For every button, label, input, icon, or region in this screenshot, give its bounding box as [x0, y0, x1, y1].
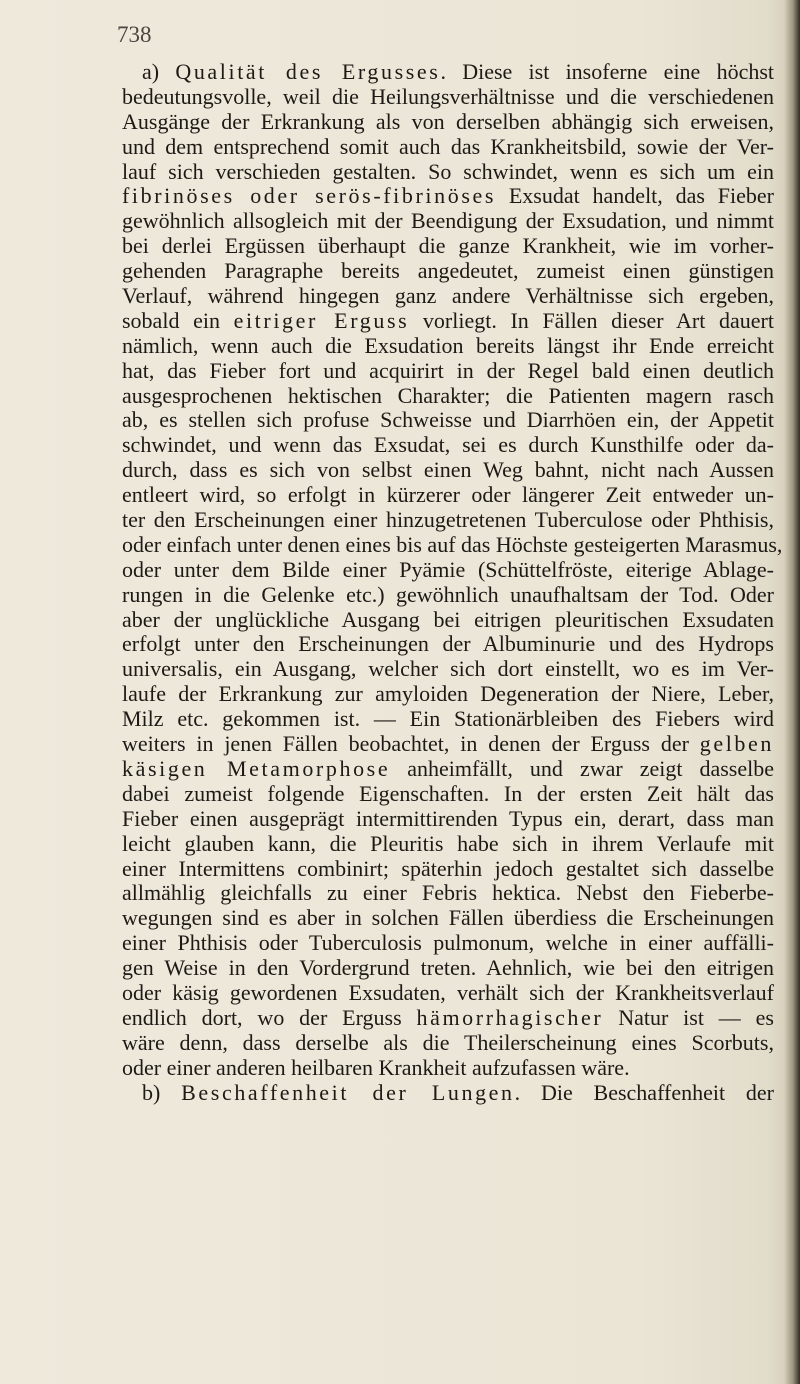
text-line: [122, 782, 774, 807]
text-run: und dem entsprechend somit auch das Krankheitsbild, sowie der Ver-: [122, 133, 774, 159]
text-run: schwindet, und wenn das Exsudat, sei es durch Kunsthilfe oder da-: [122, 432, 774, 458]
text-line: [122, 906, 774, 931]
page-edge-shadow: [784, 0, 800, 1384]
text-run: Natur ist — es: [603, 1004, 774, 1030]
text-run: Verlauf, während hingegen ganz andere Verhältnisse sich ergeben,: [122, 283, 774, 309]
text-run: b): [142, 1079, 182, 1105]
text-run: dabei zumeist folgende Eigenschaften. In der ersten Zeit hält das: [122, 780, 774, 806]
text-line: [122, 608, 774, 633]
text-run: allmählig gleichfalls zu einer Febris hektica. Nebst den Fieberbe-: [122, 880, 774, 906]
text-line: [122, 458, 774, 483]
text-run: oder einer anderen heilbaren Krankheit aufzufassen wäre.: [122, 1054, 630, 1080]
text-line: [122, 110, 774, 135]
text-line: [122, 334, 774, 359]
text-line: [122, 284, 774, 309]
text-line: [122, 359, 774, 384]
text-run: gehenden Paragraphe bereits angedeutet, zumeist einen günstigen: [122, 258, 774, 284]
spaced-emphasis: käsigen Metamorphose: [122, 755, 391, 781]
text-run: rungen in die Gelenke etc.) gewöhnlich unaufhaltsam der Tod. Oder: [122, 581, 774, 607]
text-line: [122, 135, 774, 160]
text-line: [122, 707, 774, 732]
text-run: erfolgt unter den Erscheinungen der Albuminurie und des Hydrops: [122, 631, 774, 657]
text-run: ab, es stellen sich profuse Schweisse und Diarrhöen ein, der Appetit: [122, 407, 774, 433]
text-line: [122, 857, 774, 882]
text-line: [122, 309, 774, 334]
spaced-emphasis: Beschaffenheit der Lungen: [181, 1079, 515, 1105]
text-run: gen Weise in den Vordergrund treten. Aehnlich, wie bei den eitrigen: [122, 955, 774, 981]
text-line: [122, 259, 774, 284]
text-line: [122, 508, 774, 533]
text-line: [122, 732, 774, 757]
text-line: [122, 682, 774, 707]
text-run: einer Phthisis oder Tuberculosis pulmonum, welche in einer auffälli-: [122, 930, 774, 956]
text-line: [122, 531, 783, 558]
text-line: [122, 832, 774, 857]
text-run: entleert wird, so erfolgt in kürzerer oder längerer Zeit entweder un-: [122, 482, 774, 508]
text-run: endlich dort, wo der Erguss: [122, 1004, 417, 1030]
text-line: [122, 60, 774, 85]
text-run: bedeutungsvolle, weil die Heilungsverhältnisse und die verschiedenen: [122, 83, 774, 109]
text-line: [122, 981, 774, 1006]
text-line: [122, 657, 774, 682]
text-line: [122, 433, 774, 458]
text-run: bei derlei Ergüssen überhaupt die ganze Krankheit, wie im vorher-: [122, 233, 774, 259]
text-run: wäre denn, dass derselbe als die Theilerscheinung eines Scorbuts,: [122, 1029, 774, 1055]
spaced-emphasis: fibrinöses oder serös-fibrinöses: [122, 183, 497, 209]
text-line: [122, 583, 774, 608]
text-run: oder käsig gewordenen Exsudaten, verhält sich der Krankheitsverlauf: [122, 979, 774, 1005]
text-run: oder unter dem Bilde einer Pyämie (Schüttelfröste, eiterige Ablage-: [122, 556, 774, 582]
text-line: [122, 956, 774, 981]
text-run: a): [142, 59, 176, 84]
text-run: . Die Beschaffenheit der: [514, 1079, 774, 1105]
text-run: lauf sich verschieden gestalten. So schwindet, wenn es sich um ein: [122, 158, 774, 184]
text-run: universalis, ein Ausgang, welcher sich dort einstellt, wo es im Ver-: [122, 656, 774, 682]
spaced-emphasis: gelben: [699, 731, 774, 757]
text-run: vorliegt. In Fällen dieser Art dauert: [409, 307, 774, 333]
text-line: [122, 757, 774, 782]
text-run: . Diese ist insoferne eine höchst: [440, 59, 775, 84]
text-line: [122, 209, 774, 234]
text-line: [122, 1081, 774, 1106]
text-line: [122, 1006, 774, 1031]
text-line: [122, 184, 774, 209]
text-run: oder einfach unter denen eines bis auf das Höchste gesteigerten Marasmus,: [122, 531, 783, 557]
text-line: [122, 1031, 774, 1056]
text-line: [122, 234, 774, 259]
text-run: durch, dass es sich von selbst einen Weg bahnt, nicht nach Aussen: [122, 457, 774, 483]
page-number: 738: [117, 22, 152, 47]
text-line: [122, 483, 774, 508]
text-line: [122, 384, 774, 409]
text-line: [122, 1056, 774, 1081]
text-run: hat, das Fieber fort und acquirirt in der Regel bald einen deutlich: [122, 357, 774, 383]
text-line: [122, 632, 774, 657]
text-run: Fieber einen ausgeprägt intermittirenden Typus ein, derart, dass man: [122, 805, 774, 831]
text-line: [122, 160, 774, 185]
text-run: sobald ein: [122, 307, 234, 333]
spaced-emphasis: hämorrhagischer: [416, 1004, 604, 1030]
spaced-emphasis: Qualität des Ergusses: [175, 59, 441, 84]
text-line: [122, 85, 774, 110]
text-run: aber der unglückliche Ausgang bei eitrigen pleuritischen Exsudaten: [122, 606, 774, 632]
text-run: Milz etc. gekommen ist. — Ein Stationärbleiben des Fiebers wird: [122, 706, 774, 732]
text-run: weiters in jenen Fällen beobachtet, in denen der Erguss der: [122, 731, 700, 757]
text-line: [122, 881, 774, 906]
text-run: laufe der Erkrankung zur amyloiden Degeneration der Niere, Leber,: [122, 681, 774, 707]
text-run: anheimfällt, und zwar zeigt dasselbe: [390, 755, 775, 781]
text-run: Ausgänge der Erkrankung als von derselben abhängig sich erweisen,: [122, 108, 774, 134]
text-run: nämlich, wenn auch die Exsudation bereits längst ihr Ende erreicht: [122, 332, 774, 358]
text-line: [122, 807, 774, 832]
text-run: ter den Erscheinungen einer hinzugetretenen Tuberculose oder Phthisis,: [122, 507, 774, 533]
text-run: einer Intermittens combinirt; späterhin jedoch gestaltet sich dasselbe: [122, 855, 774, 881]
text-run: wegungen sind es aber in solchen Fällen überdiess die Erscheinungen: [122, 905, 774, 931]
text-line: [122, 408, 774, 433]
body-text: [122, 59, 783, 1105]
text-line: [122, 931, 774, 956]
spaced-emphasis: eitriger Erguss: [233, 307, 410, 333]
text-run: gewöhnlich allsogleich mit der Beendigung der Exsudation, und nimmt: [122, 208, 774, 234]
text-run: leicht glauben kann, die Pleuritis habe sich in ihrem Verlaufe mit: [122, 830, 774, 856]
text-run: Exsudat handelt, das Fieber: [496, 183, 774, 209]
text-run: ausgesprochenen hektischen Charakter; die Patienten magern rasch: [122, 382, 774, 408]
text-line: [122, 558, 774, 583]
